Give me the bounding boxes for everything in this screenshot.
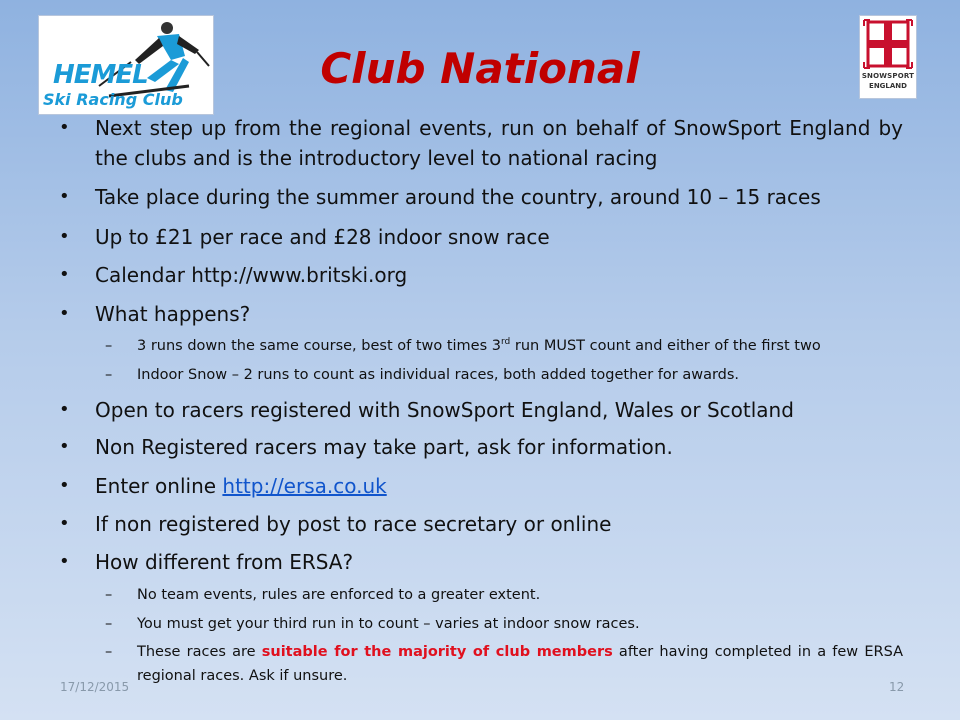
superscript-rd: rd <box>501 337 511 348</box>
bullet-text: What happens? <box>95 302 251 326</box>
sub-bullet-text: You must get your third run in to count – varies at indoor snow races. <box>137 616 640 632</box>
bullet-marker: • <box>59 226 70 247</box>
bullet-text: Enter online <box>95 474 223 498</box>
footer-page-number: 12 <box>889 680 905 694</box>
sub-bullet-text: No team events, rules are enforced to a greater extent. <box>137 587 541 603</box>
sub-bullet-text: Indoor Snow – 2 runs to count as individual races, both added together for awards. <box>137 367 740 383</box>
bullet-marker: • <box>59 117 70 138</box>
sub-bullet-item <box>105 583 903 607</box>
sub-bullet-marker: – <box>105 644 113 660</box>
bullet-text: How different from ERSA? <box>95 550 354 574</box>
bullet-item <box>59 471 903 501</box>
bullet-item <box>59 395 903 425</box>
bullet-item <box>59 547 903 577</box>
bullet-item <box>59 182 903 212</box>
sub-bullet-marker: – <box>105 338 113 354</box>
logo-club-text: Ski Racing Club <box>43 90 183 109</box>
bullet-marker: • <box>59 186 70 207</box>
sub-bullet-item <box>105 363 903 387</box>
ersa-link[interactable]: http://ersa.co.uk <box>222 474 387 498</box>
logo-hemel-text: HEMEL <box>53 60 148 90</box>
bullet-text: Open to racers registered with SnowSport England, Wales or Scotland <box>95 398 794 422</box>
logo-england-text: ENGLAND <box>869 82 907 90</box>
sub-bullet-marker: – <box>105 616 113 632</box>
footer-date: 17/12/2015 <box>60 680 130 694</box>
logo-snowsport-text: SNOWSPORT <box>861 72 915 80</box>
bullet-marker: • <box>59 303 70 324</box>
bullet-marker: • <box>59 475 70 496</box>
bullet-marker: • <box>59 513 70 534</box>
bullet-item <box>59 113 903 173</box>
slide-title: Club National <box>320 44 640 93</box>
highlighted-text: suitable for the majority of club members <box>261 644 613 660</box>
bullet-marker: • <box>59 551 70 572</box>
bullet-item <box>59 432 903 462</box>
sub-bullet-item <box>105 612 903 636</box>
bullet-item <box>59 509 903 539</box>
sub-bullet-marker: – <box>105 367 113 383</box>
bullet-text: Non Registered racers may take part, ask for information. <box>95 435 673 459</box>
sub-bullet-text: 3 runs down the same course, best of two times 3 <box>137 338 501 354</box>
sub-bullet-item <box>105 334 903 358</box>
sub-bullet-text-cont: run MUST count and either of the first two <box>510 338 821 354</box>
bullet-text: Next step up from the regional events, run on behalf of SnowSport England by the clubs and is the introductory level to national racing <box>95 116 903 170</box>
bullet-text: Up to £21 per race and £28 indoor snow race <box>95 225 550 249</box>
bullet-item <box>59 260 903 290</box>
bullet-marker: • <box>59 436 70 457</box>
bullet-marker: • <box>59 264 70 285</box>
sub-bullet-marker: – <box>105 587 113 603</box>
bullet-item <box>59 299 903 329</box>
sub-bullet-text: These races are <box>137 644 262 660</box>
bullet-marker: • <box>59 399 70 420</box>
bullet-text: Calendar http://www.britski.org <box>95 263 408 287</box>
bullet-item <box>59 222 903 252</box>
bullet-text: If non registered by post to race secretary or online <box>95 512 612 536</box>
sub-bullet-item <box>105 640 903 688</box>
sub-bullet-text-cont: after having completed in a few ERSA regional races. Ask if unsure. <box>137 644 903 684</box>
bullet-text: Take place during the summer around the country, around 10 – 15 races <box>95 185 821 209</box>
